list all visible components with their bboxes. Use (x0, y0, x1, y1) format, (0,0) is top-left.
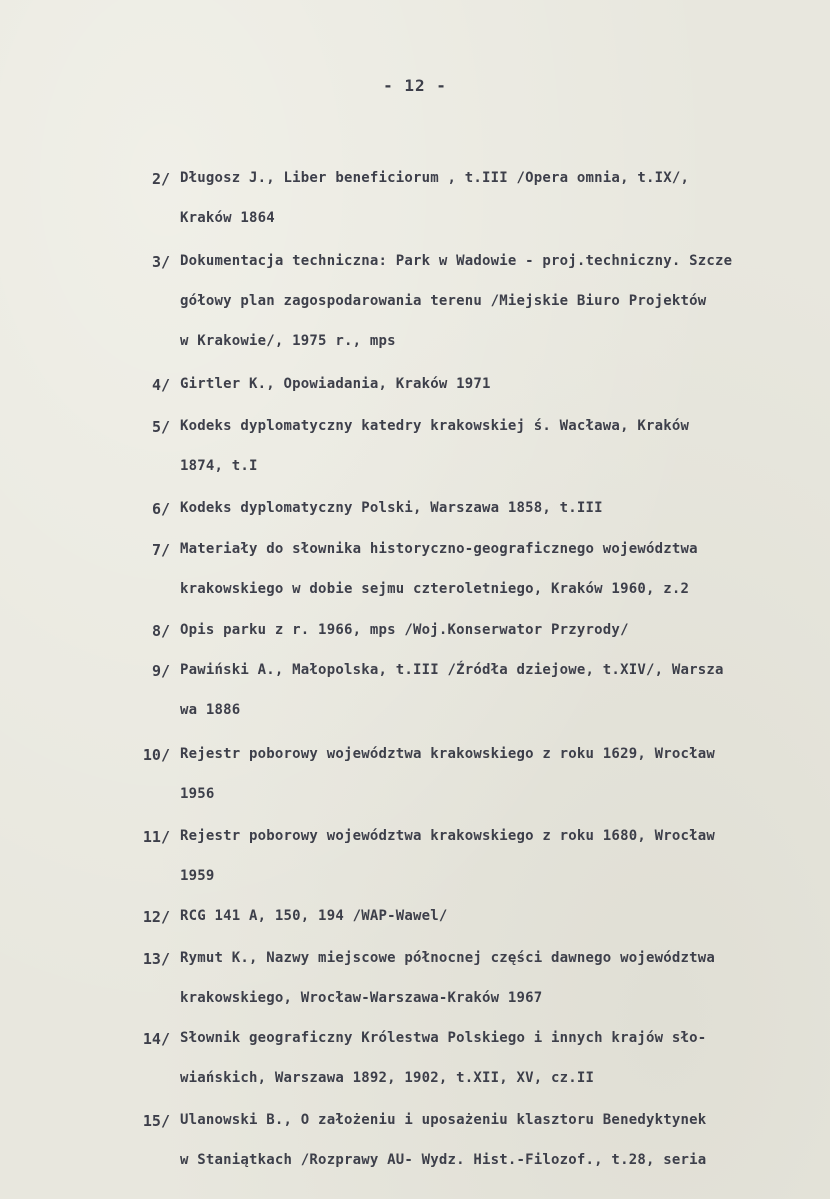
entry-number: 3/ (151, 253, 170, 271)
entry-text-line: Opis parku z r. 1966, mps /Woj.Konserwator Przyrody/ (180, 622, 629, 638)
entry-text-line: wiańskich, Warszawa 1892, 1902, t.XII, XV, cz.II (180, 1070, 595, 1086)
entry-text-line: krakowskiego, Wrocław-Warszawa-Kraków 1967 (180, 990, 543, 1006)
entry-text-line: gółowy plan zagospodarowania terenu /Miejskie Biuro Projektów (180, 293, 707, 309)
entry-number: 12/ (142, 908, 170, 926)
entry-number: 2/ (151, 170, 170, 188)
entry-text-line: Pawiński A., Małopolska, t.III /Źródła dziejowe, t.XIV/, Warsza (180, 662, 724, 678)
entry-number: 7/ (151, 541, 170, 559)
entry-text-line: Materiały do słownika historyczno-geograficznego województwa (180, 541, 698, 557)
entry-text-line: Słownik geograficzny Królestwa Polskiego i innych krajów sło- (180, 1030, 707, 1046)
entry-text-line: Rejestr poborowy województwa krakowskiego z roku 1629, Wrocław (180, 746, 715, 762)
entry-text-line: Rymut K., Nazwy miejscowe północnej części dawnego województwa (180, 950, 715, 966)
entry-text-line: Dokumentacja techniczna: Park w Wadowie - proj.techniczny. Szcze (180, 253, 733, 269)
entry-number: 5/ (151, 418, 170, 436)
entry-text-line: Kodeks dyplomatyczny katedry krakowskiej ś. Wacława, Kraków (180, 418, 690, 434)
entry-number: 15/ (142, 1112, 170, 1130)
entry-text-line: 1956 (180, 786, 215, 802)
entry-text-line: Ulanowski B., O założeniu i uposażeniu klasztoru Benedyktynek (180, 1112, 707, 1128)
entry-number: 13/ (142, 950, 170, 968)
entry-text-line: 1959 (180, 868, 215, 884)
entry-text-line: wa 1886 (180, 702, 241, 718)
entry-text-line: Rejestr poborowy województwa krakowskiego z roku 1680, Wrocław (180, 828, 715, 844)
entry-number: 11/ (142, 828, 170, 846)
entry-number: 9/ (151, 662, 170, 680)
entry-text-line: w Krakowie/, 1975 r., mps (180, 333, 396, 349)
entry-text-line: Girtler K., Opowiadania, Kraków 1971 (180, 376, 491, 392)
page-number: - 12 - (383, 76, 447, 95)
entry-text-line: Kraków 1864 (180, 210, 275, 226)
entry-text-line: Długosz J., Liber beneficiorum , t.III /Opera omnia, t.IX/, (180, 170, 690, 186)
entry-number: 14/ (142, 1030, 170, 1048)
entry-number: 10/ (142, 746, 170, 764)
entry-text-line: 1874, t.I (180, 458, 258, 474)
entry-text-line: krakowskiego w dobie sejmu czteroletniego, Kraków 1960, z.2 (180, 581, 690, 597)
entry-number: 8/ (151, 622, 170, 640)
entry-number: 4/ (151, 376, 170, 394)
entry-number: 6/ (151, 500, 170, 518)
entry-text-line: RCG 141 A, 150, 194 /WAP-Wawel/ (180, 908, 448, 924)
entry-text-line: Kodeks dyplomatyczny Polski, Warszawa 1858, t.III (180, 500, 603, 516)
entry-text-line: w Staniątkach /Rozprawy AU- Wydz. Hist.-Filozof., t.28, seria (180, 1152, 707, 1168)
